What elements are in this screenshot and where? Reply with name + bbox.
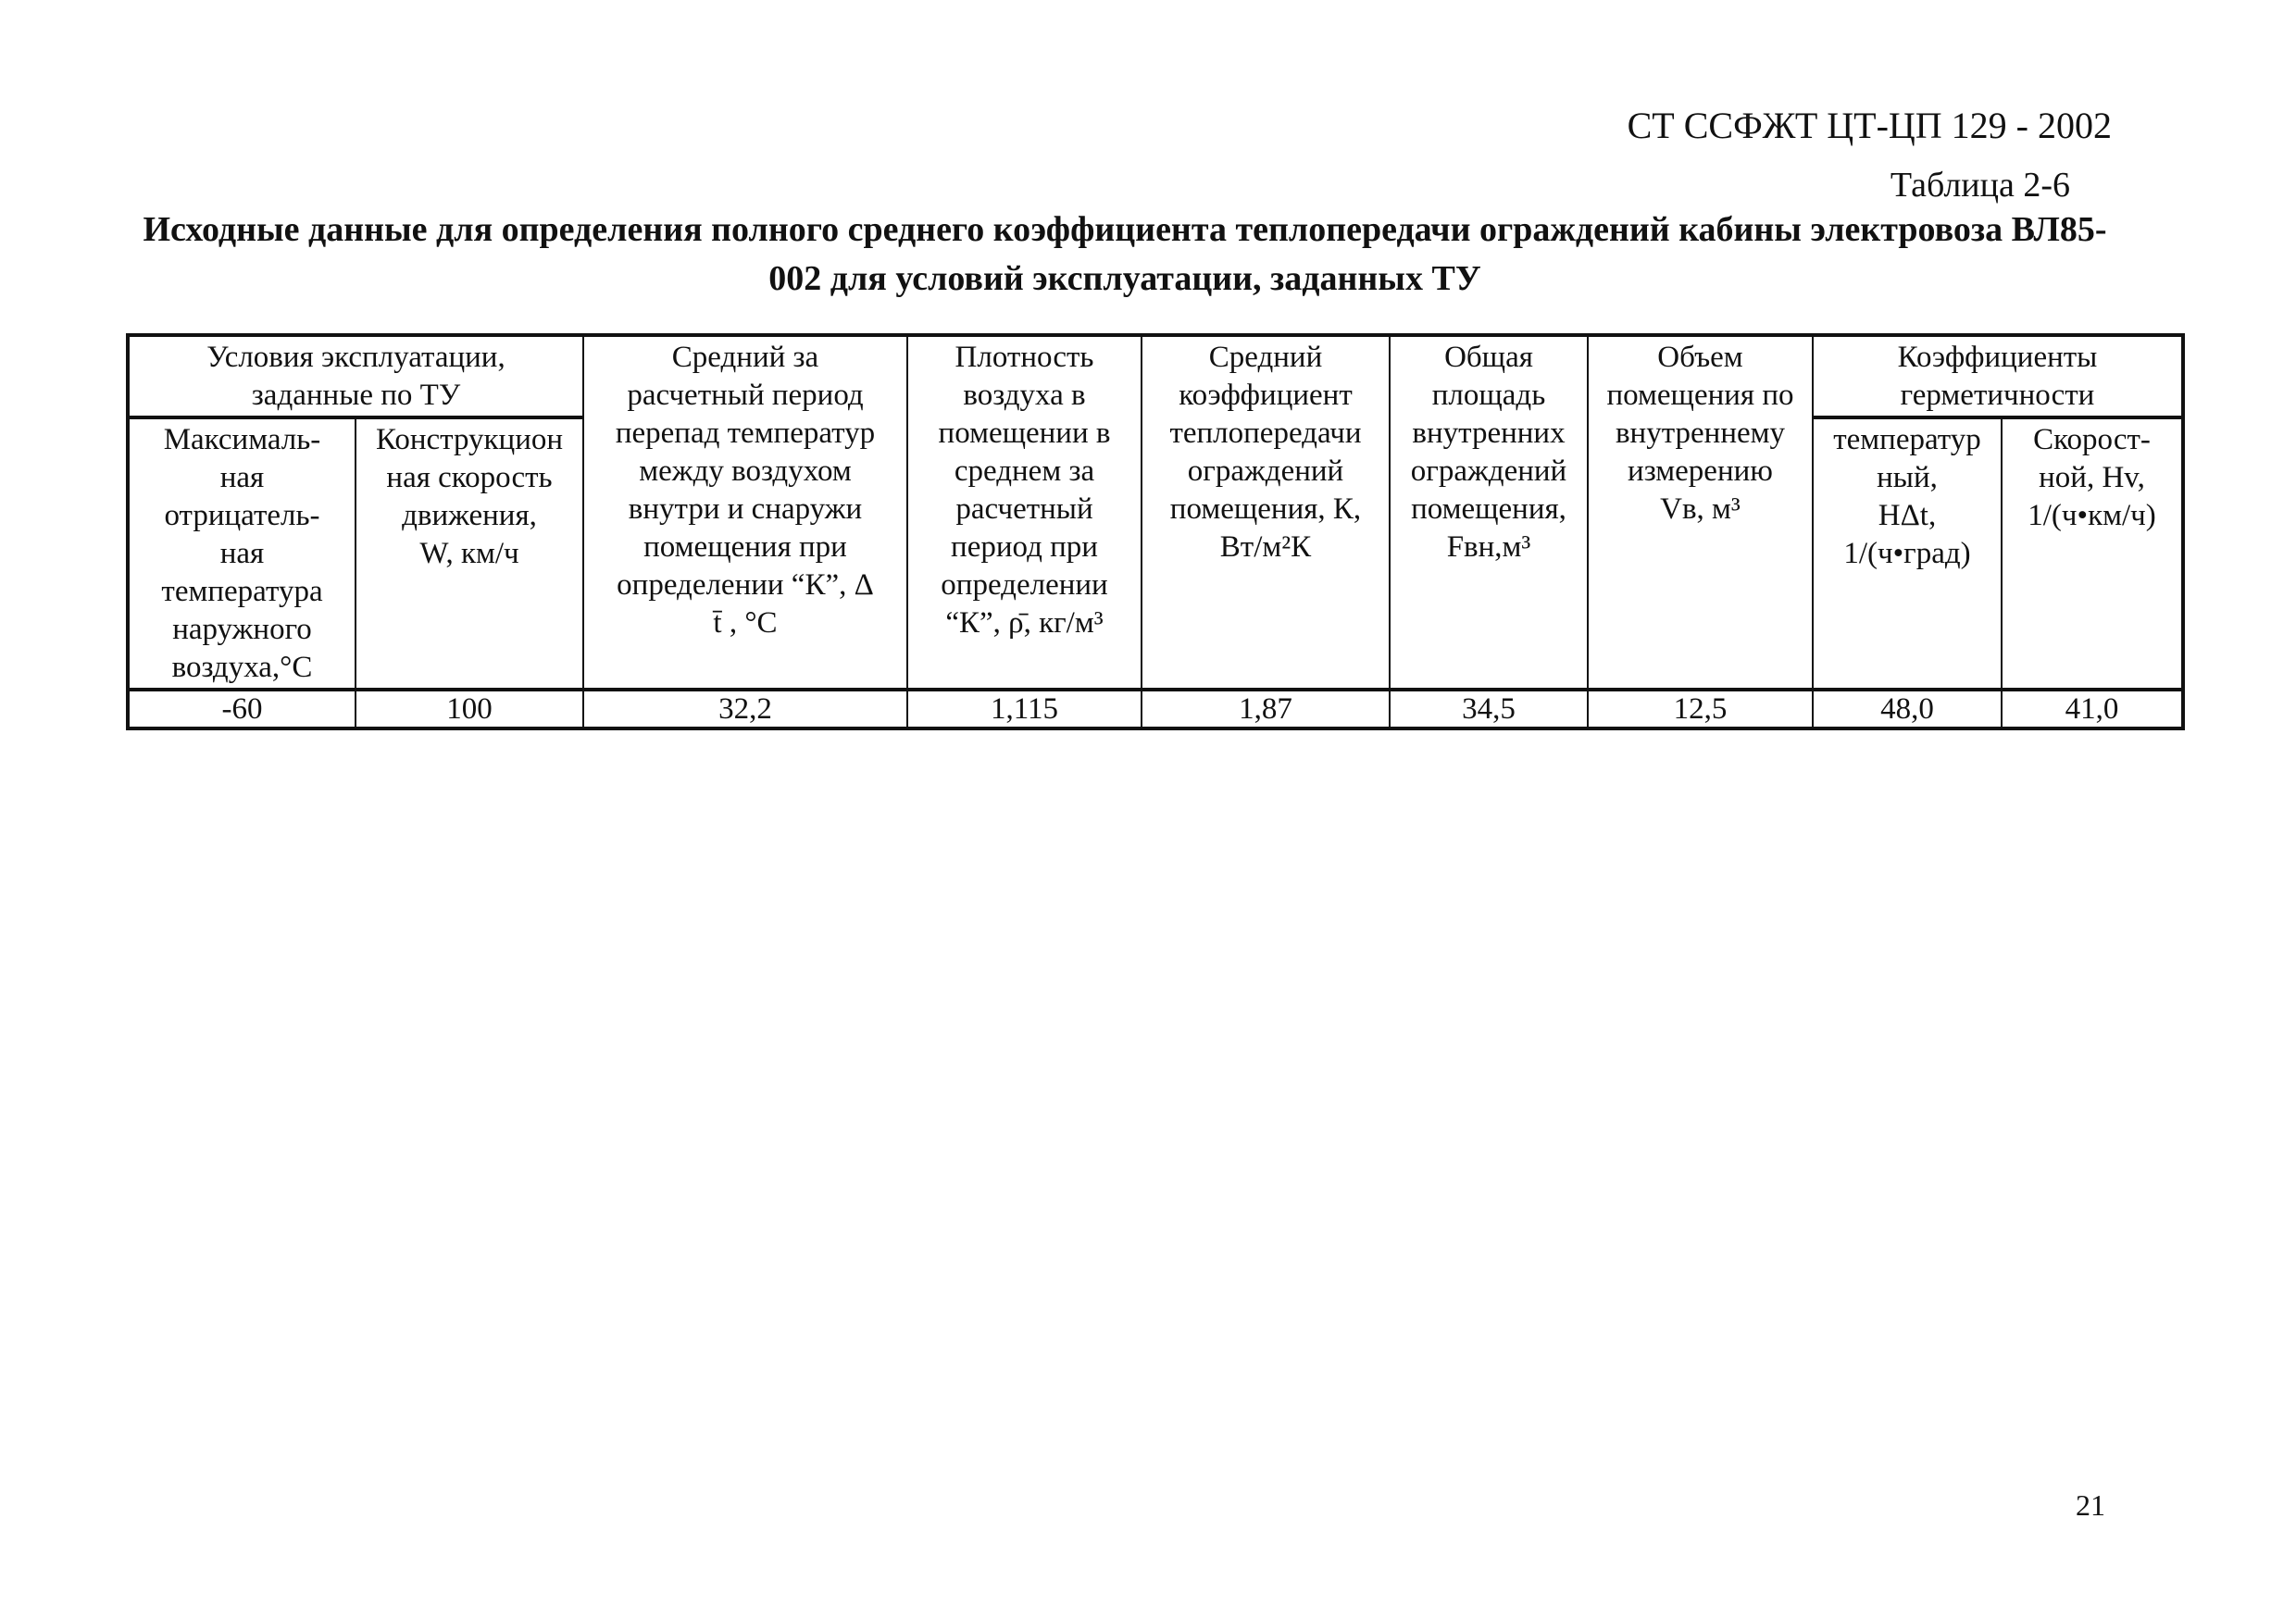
value-heat-transfer-coeff: 1,87	[1142, 690, 1390, 728]
table-number: Таблица 2-6	[1890, 166, 2070, 205]
group-hermetic-coefficients: Коэффициенты герметичности	[1813, 335, 2183, 417]
page-number: 21	[2076, 1488, 2105, 1522]
value-total-area: 34,5	[1390, 690, 1588, 728]
header-speed-coeff: Скорост- ной, Hv, 1/(ч•км/ч)	[2002, 417, 2183, 690]
value-air-density: 1,115	[907, 690, 1142, 728]
value-volume: 12,5	[1588, 690, 1813, 728]
header-temperature-coeff: температур ный, HΔt, 1/(ч•град)	[1813, 417, 2002, 690]
value-speed-coeff: 41,0	[2002, 690, 2183, 728]
header-temp-difference: Средний за расчетный период перепад температур между воздухом внутри и снаружи помещения при определении “К”, Δ t̄ , °С	[583, 335, 907, 690]
header-design-speed: Конструкцион ная скорость движения, W, км/ч	[356, 417, 583, 690]
header-row-1	[128, 335, 2183, 417]
caption-line-1: Исходные данные для определения полного среднего коэффициента теплопередачи ограждений кабины электровоза ВЛ85-	[143, 210, 2107, 249]
value-design-speed: 100	[356, 690, 583, 728]
table-caption	[130, 205, 2120, 304]
value-temp-difference: 32,2	[583, 690, 907, 728]
value-min-temperature: -60	[128, 690, 356, 728]
table-row	[128, 690, 2183, 728]
document-code: СТ ССФЖТ ЦТ-ЦП 129 - 2002	[1627, 105, 2112, 146]
header-air-density: Плотность воздуха в помещении в среднем за расчетный период при определении “К”, ρ̄, кг/м³	[907, 335, 1142, 690]
value-temperature-coeff: 48,0	[1813, 690, 2002, 728]
header-total-area: Общая площадь внутренних ограждений помещения, Fвн,м³	[1390, 335, 1588, 690]
header-volume: Объем помещения по внутреннему измерению Vв, м³	[1588, 335, 1813, 690]
header-heat-transfer-coeff: Средний коэффициент теплопередачи ограждений помещения, К, Вт/м²К	[1142, 335, 1390, 690]
group-operating-conditions: Условия эксплуатации, заданные по ТУ	[128, 335, 583, 417]
data-table	[126, 333, 2185, 730]
caption-line-2: 002 для условий эксплуатации, заданных ТУ	[768, 259, 1481, 298]
header-min-temperature: Максималь- ная отрицатель- ная температура наружного воздуха,°С	[128, 417, 356, 690]
